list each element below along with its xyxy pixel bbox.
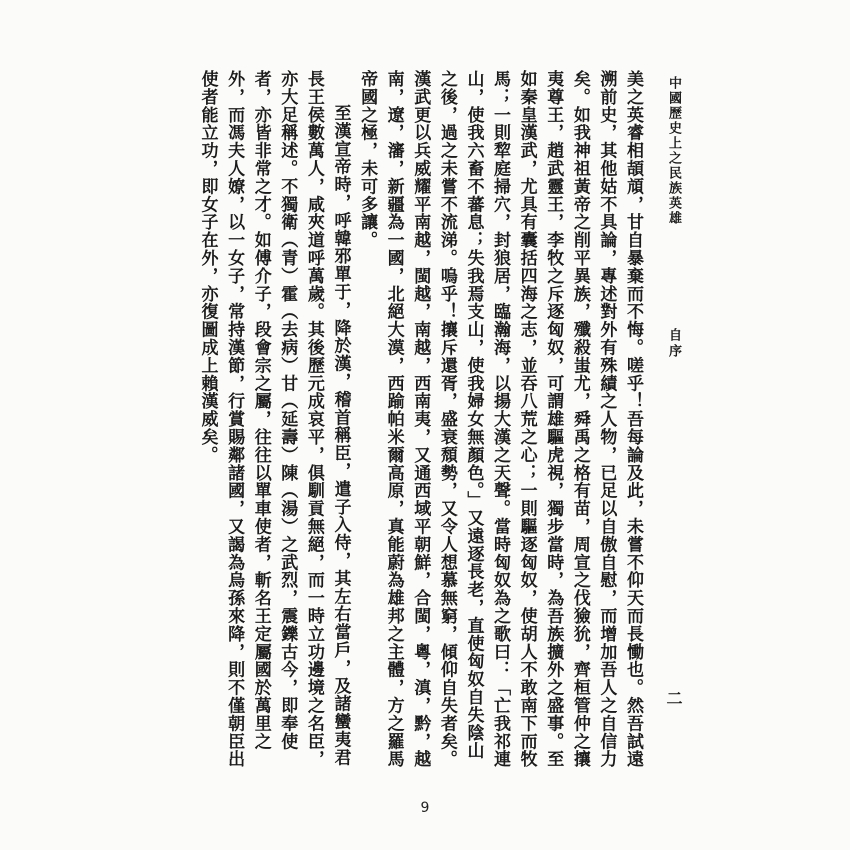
- book-title: 中國歷史上之民族英雄: [666, 76, 681, 226]
- paragraph-2: 至漢宣帝時，呼韓邪單于，降於漢，稽首稱臣，遣子入侍，其左右當戶，及諸蠻夷君長王侯數萬人，咸夾道呼萬歲。其後歷元成哀平，俱馴貢無絕，而一時立功邊境之名臣，亦大足稱述。不獨衛（青）霍（去病）甘（延壽）陳（湯）之武烈，震鑠古今，即奉使者，亦皆非常之才。如傅介子，段會宗之屬，往往以單車使者，斬名王定屬國於萬里之外，而馮夫人嫽，以一女子，常持漢節，行賞賜鄰諸國，又謁為烏孫來降，則不僅朝臣出使者能立功，即女子在外，亦復圖成上賴漢威矣。: [197, 70, 351, 769]
- paragraph-1: 美之英睿相頡頏，甘自暴棄而不悔。嗟乎！吾每論及此，未嘗不仰天而長慟也。然吾試遠溯前史，其他姑不具論，專述對外有殊績之人物，已足以自傲自慰，而增加吾人之自信力矣。如我神祖黃帝之削平異族，殲殺蚩尤，舜禹之格有苗，周宣之伐獫狁，齊桓管仲之攘夷尊王，趙武靈王，李牧之斥逐匈奴，可謂雄驅虎視，獨步當時，為吾族擴外之盛事。至如秦皇漢武，尤具有囊括四海之志，並吞八荒之心；一則驅逐匈奴，使胡人不敢南下而牧馬；一則犂庭掃穴，封狼居，臨瀚海，以揚大漢之天聲。當時匈奴為之歌曰：「亡我祁連山，使我六畜不蕃息；失我焉支山，使我婦女無顏色。」又遠逐長老，直使匈奴自失陰山之後，過之未嘗不流涕。嗚乎！攘斥還胥，盛衰頹勢，又令人想慕無窮，傾仰自失者矣。漢武更以兵威耀平南越，閩越，南越，西南夷，又通西域平朝鮮，合閩，粵，滇，黔，越南，遼，瀋，新疆為一國，北絕大漠，西踰帕米爾高原，真能蔚為雄邦之主體，方之羅馬帝國之極，未可多讓。: [357, 70, 643, 769]
- footer-page-number: 9: [420, 800, 430, 816]
- body-text: [176, 70, 646, 770]
- section-title: 自序: [666, 328, 681, 360]
- header-page-number: 二: [664, 690, 683, 706]
- running-header: [658, 70, 688, 706]
